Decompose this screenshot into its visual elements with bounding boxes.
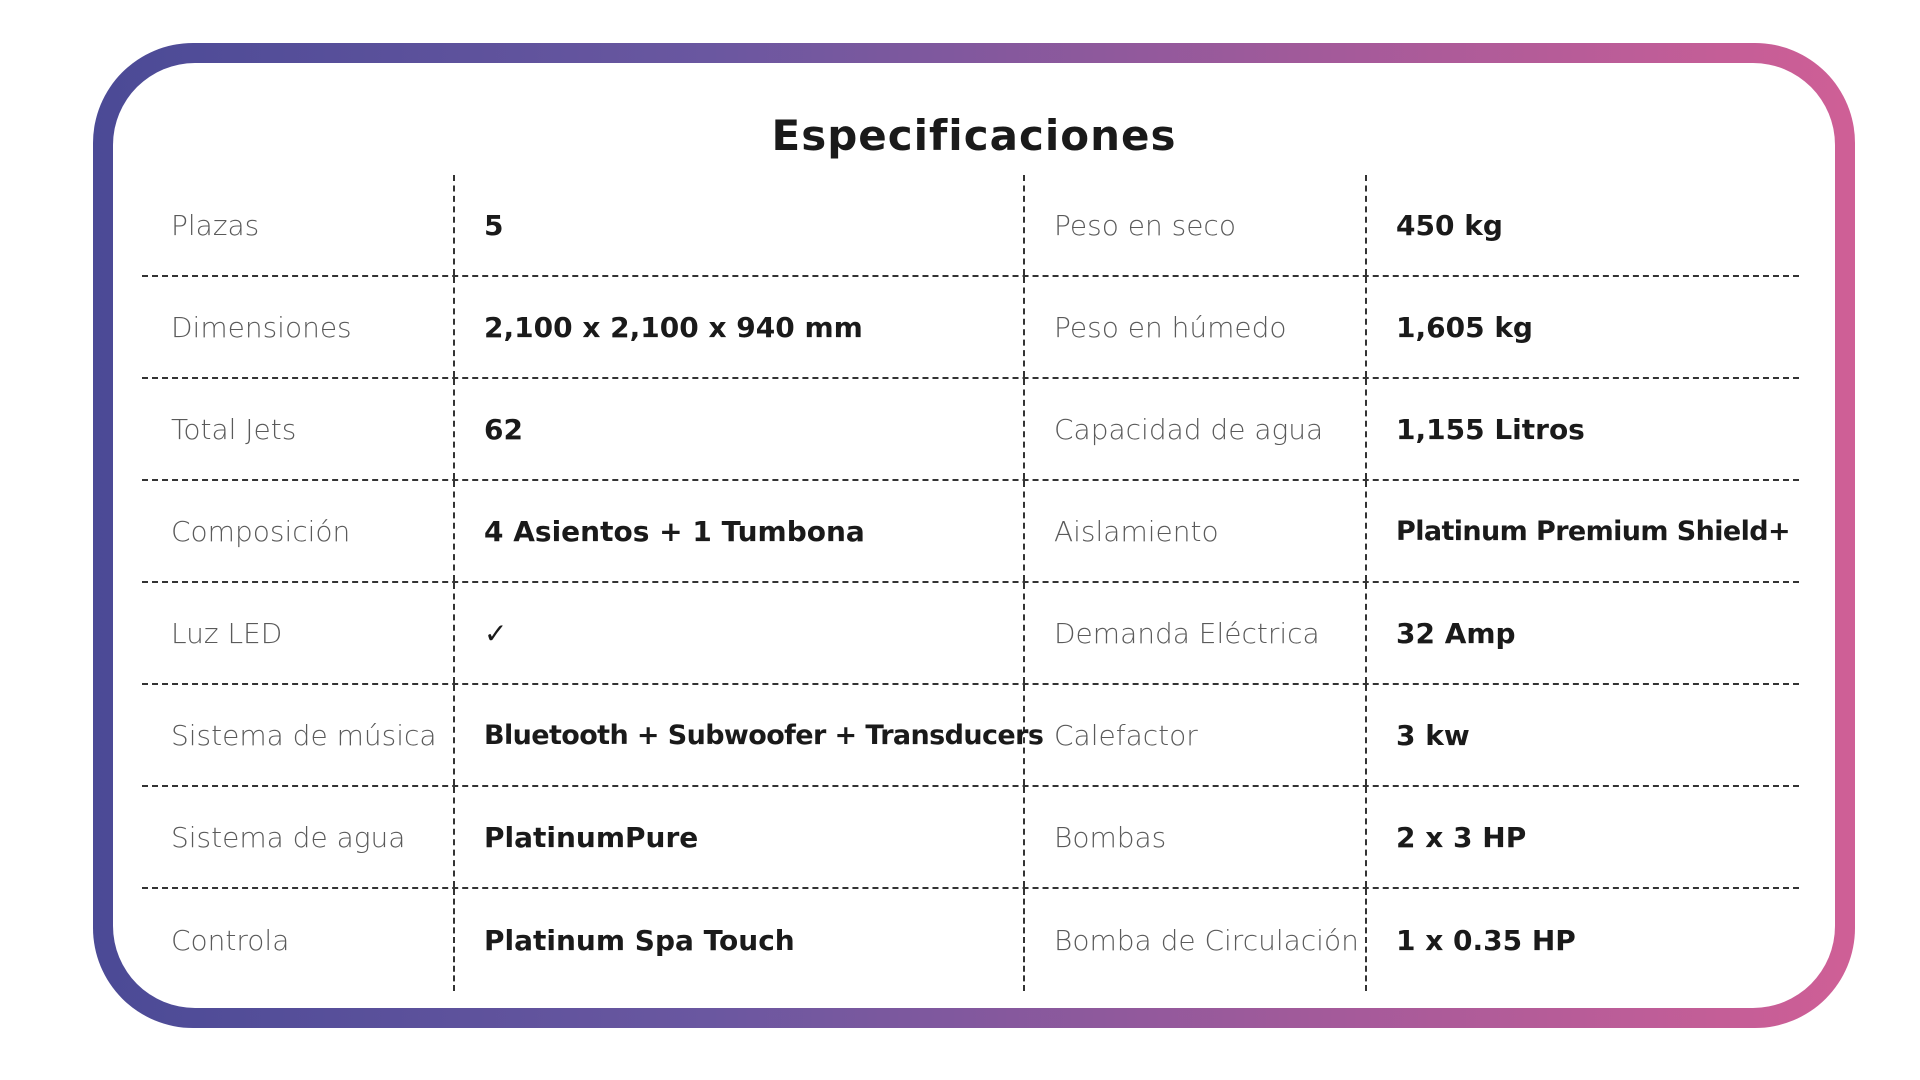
spec-value: 1,155 Litros: [1396, 412, 1585, 446]
spec-value: 5: [455, 175, 1025, 275]
table-row: [142, 379, 1799, 481]
spec-value: 1,605 kg: [1396, 310, 1533, 344]
table-row: [142, 787, 1799, 889]
table-row: [142, 481, 1799, 583]
table-row: [142, 277, 1799, 379]
spec-label: Capacidad de agua: [1025, 379, 1367, 479]
spec-value: 450 kg: [1396, 208, 1503, 242]
spec-label: Aislamiento: [1025, 481, 1367, 581]
spec-card: [93, 43, 1855, 1028]
spec-label: Luz LED: [142, 583, 455, 683]
spec-value: PlatinumPure: [455, 787, 1025, 887]
table-row: [142, 685, 1799, 787]
spec-label: Peso en seco: [1025, 175, 1367, 275]
spec-value: [455, 583, 1025, 683]
spec-label: Calefactor: [1025, 685, 1367, 785]
spec-label: Bomba de Circulación: [1025, 889, 1367, 991]
check-icon: ✓: [484, 616, 508, 650]
table-row: [142, 583, 1799, 685]
spec-value: 1 x 0.35 HP: [1396, 923, 1576, 957]
spec-card-body: [113, 63, 1835, 1008]
table-row: [142, 889, 1799, 991]
spec-value: Platinum Spa Touch: [455, 889, 1025, 991]
spec-label: Dimensiones: [142, 277, 455, 377]
spec-label: Bombas: [1025, 787, 1367, 887]
spec-value: Bluetooth + Subwoofer + Transducers: [455, 685, 1025, 785]
spec-value: 3 kw: [1396, 718, 1470, 752]
spec-value: 62: [455, 379, 1025, 479]
spec-table: [142, 175, 1799, 991]
spec-label: Sistema de agua: [142, 787, 455, 887]
spec-label: Plazas: [142, 175, 455, 275]
spec-value: 4 Asientos + 1 Tumbona: [455, 481, 1025, 581]
spec-label: Sistema de música: [142, 685, 455, 785]
spec-label: Total Jets: [142, 379, 455, 479]
spec-value: 2 x 3 HP: [1396, 820, 1527, 854]
spec-label: Demanda Eléctrica: [1025, 583, 1367, 683]
page-title: Especificaciones: [771, 111, 1177, 160]
table-row: [142, 175, 1799, 277]
spec-value: Platinum Premium Shield+: [1396, 515, 1791, 547]
spec-value: 32 Amp: [1396, 616, 1516, 650]
spec-label: Composición: [142, 481, 455, 581]
spec-label: Controla: [142, 889, 455, 991]
spec-value: 2,100 x 2,100 x 940 mm: [455, 277, 1025, 377]
spec-label: Peso en húmedo: [1025, 277, 1367, 377]
